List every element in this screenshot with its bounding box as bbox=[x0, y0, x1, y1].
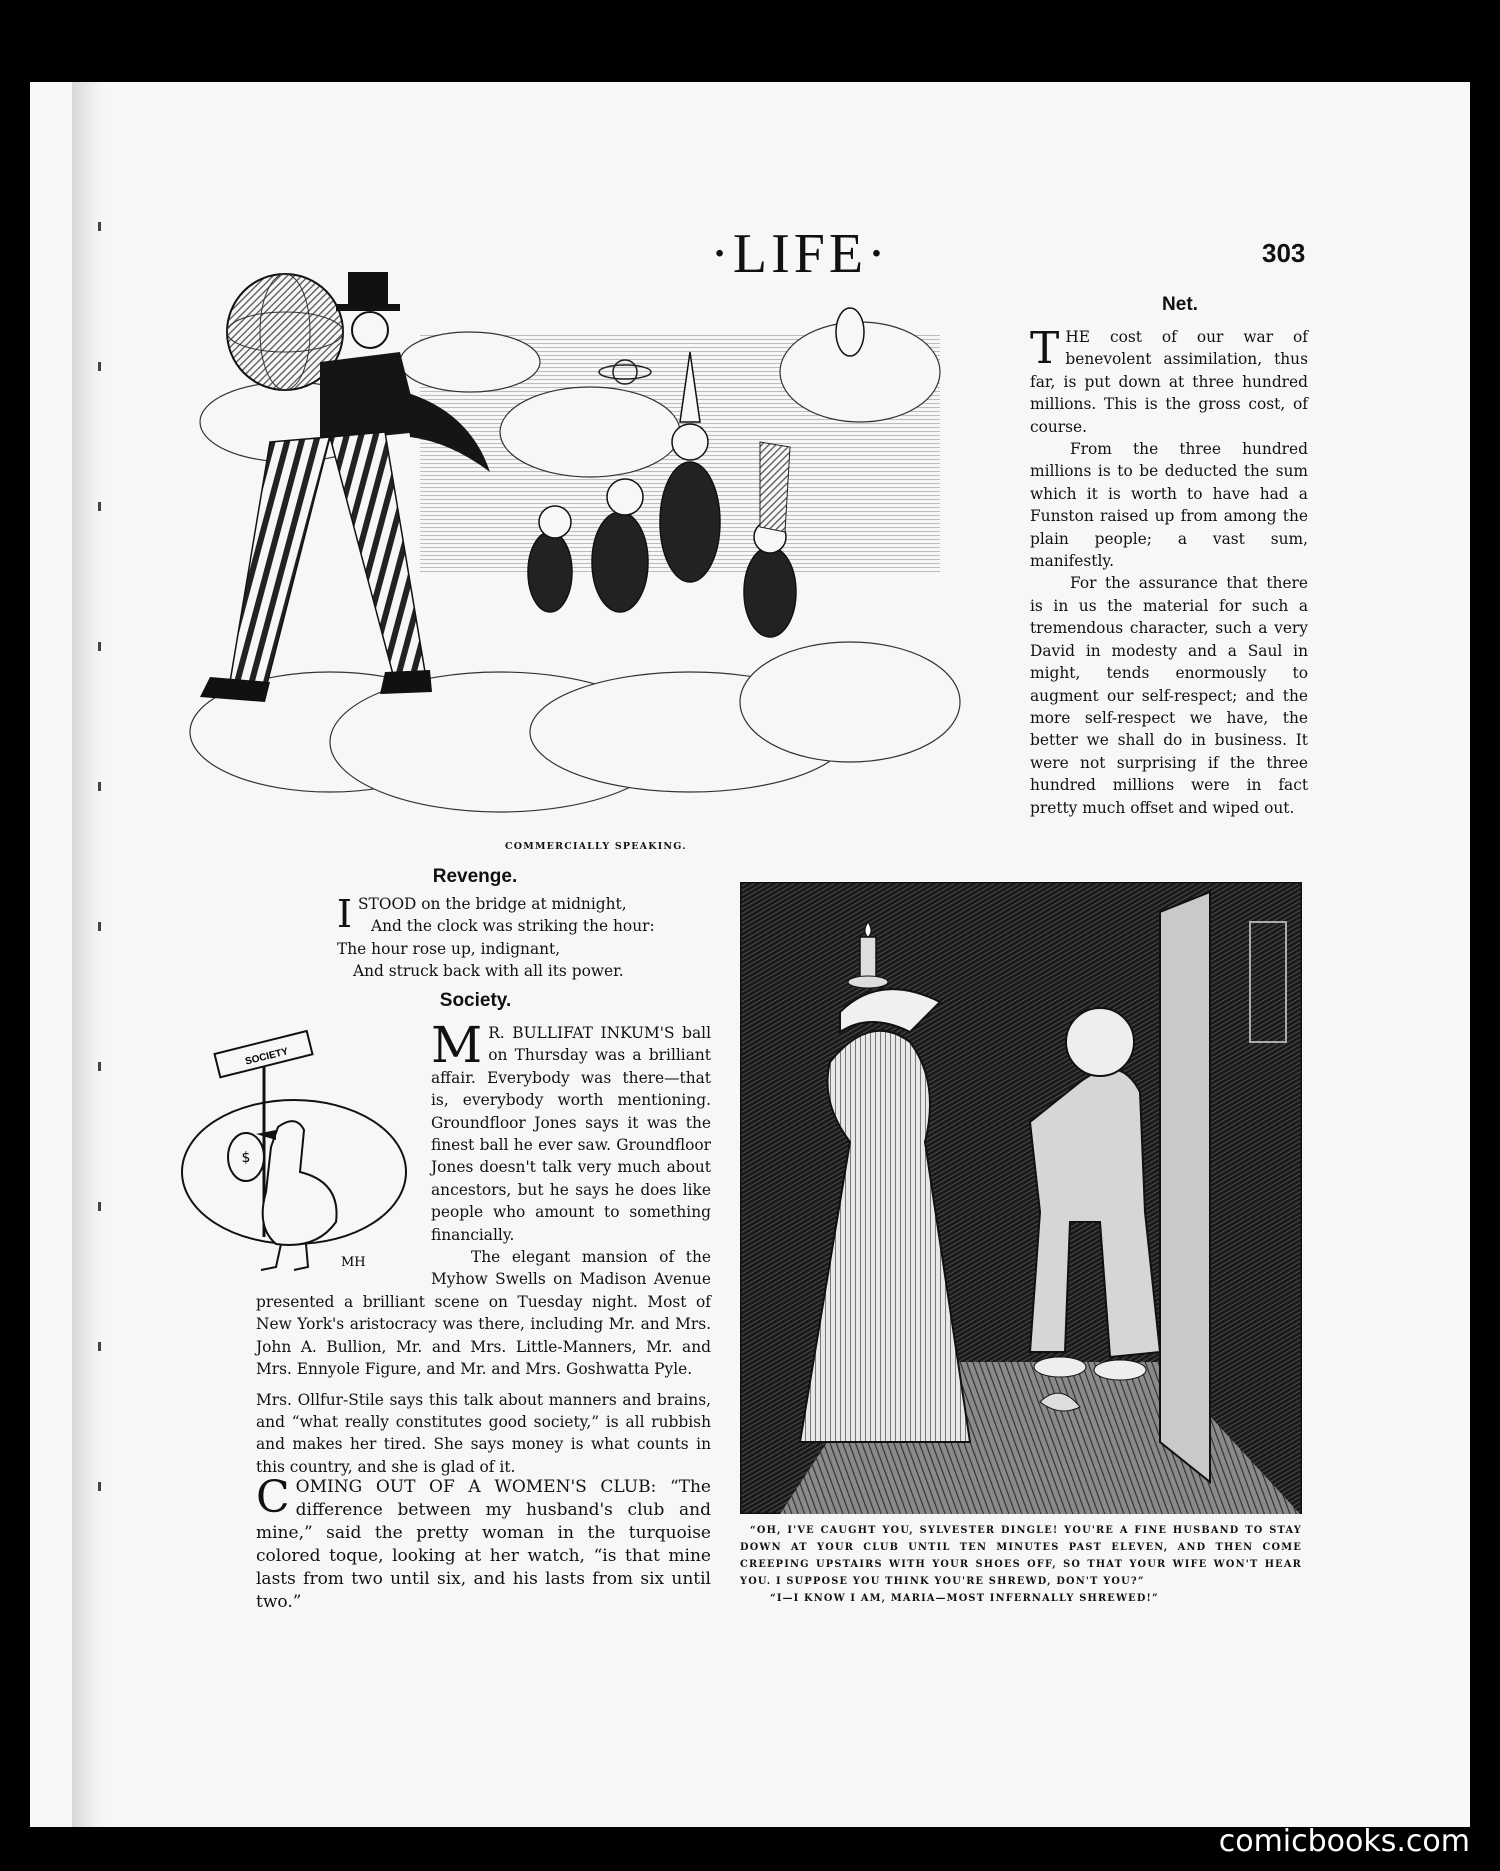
poem-line: And the clock was striking the hour: bbox=[371, 917, 655, 936]
artist-initials: MH bbox=[341, 1255, 366, 1270]
cartoon-uncle-sam-globe bbox=[170, 272, 1050, 832]
society-paragraph: R. BULLIFAT INKUM'S ball on Thursday was a brilliant affair. Everybody was there—that is, everybody worth mentioning. Groundfloor Jones says it was the finest ball he ever saw. Groundfloor Jones doesn't talk very much about ancestors, but he says he does like people who amount to something financially. bbox=[431, 1024, 711, 1244]
poem-line: STOOD on the bridge at midnight, bbox=[358, 895, 627, 913]
binding-stitch bbox=[98, 1342, 101, 1351]
binding-stitch bbox=[98, 922, 101, 931]
candle bbox=[860, 937, 876, 977]
top-hat bbox=[348, 272, 388, 308]
womens-club-text: OMING OUT OF A WOMEN'S CLUB: “The difference between my husband's club and mine,” said the pretty woman in the turquoise colored toque, looking at her watch, “is that mine lasts from two until six, and his lasts from six until two.” bbox=[256, 1477, 711, 1612]
page-number: 303 bbox=[1262, 238, 1306, 268]
net-article bbox=[1030, 323, 1308, 819]
revenge-poem bbox=[337, 893, 667, 983]
poem-line: And struck back with all its power. bbox=[353, 962, 624, 981]
page-gutter bbox=[72, 82, 106, 1827]
womens-club-item bbox=[256, 1472, 711, 1614]
watermark: comicbooks.com bbox=[1218, 1824, 1470, 1859]
masthead-title: ·LIFE· bbox=[710, 223, 890, 285]
binding-stitch bbox=[98, 1202, 101, 1211]
cartoon-wife-candle bbox=[740, 882, 1302, 1514]
womens-club-drop-cap: C bbox=[256, 1472, 290, 1523]
binding-stitch bbox=[98, 502, 101, 511]
binding-stitch bbox=[98, 1482, 101, 1491]
svg-text:$: $ bbox=[241, 1150, 251, 1166]
binding-stitch bbox=[98, 222, 101, 231]
bottom-cartoon-caption bbox=[740, 1522, 1302, 1607]
door bbox=[1160, 892, 1210, 1482]
society-heading: Society. bbox=[439, 990, 512, 1011]
caption-line: “I—I KNOW I AM, MARIA—MOST INFERNALLY SHREWED!” bbox=[770, 1593, 1159, 1604]
striped-leg bbox=[230, 437, 330, 692]
society-drop-cap: M bbox=[431, 1016, 483, 1074]
society-article bbox=[256, 1016, 711, 1478]
binding-stitch bbox=[98, 362, 101, 371]
binding-stitch bbox=[98, 1062, 101, 1071]
binding-stitch bbox=[98, 642, 101, 651]
striped-leg bbox=[330, 432, 425, 682]
net-paragraph: From the three hundred millions is to be deducted the sum which it is worth to have had a Funston raised up from among the plain people; a vast sum, manifestly. bbox=[1030, 440, 1308, 571]
net-drop-cap: T bbox=[1030, 323, 1060, 374]
net-heading: Net. bbox=[1162, 294, 1198, 315]
society-paragraph: The elegant mansion of the Myhow Swells on Madison Avenue presented a brilliant scene on Tuesday night. Most of New York's aristocracy was there, including Mr. and Mrs. John A. Bullion, Mr. and Mrs. Little-Manners, Mr. and Mrs. Ennyole Figure, and Mr. and Mrs. Goshwatta Pyle. bbox=[256, 1248, 711, 1379]
net-paragraph: For the assurance that there is in us the material for such a tremendous character, such a very David in modesty and a Saul in might, tends enormously to augment our self-respect; and the more self-respect we have, the better we shall do in business. It were not surprising if the three hundred millions were in fact pretty much offset and wiped out. bbox=[1030, 574, 1308, 817]
net-paragraph: HE cost of our war of benevolent assimilation, thus far, is put down at three hundred millions. This is the gross cost, of course. bbox=[1030, 328, 1308, 436]
binding-stitch bbox=[98, 782, 101, 791]
poem-line: The hour rose up, indignant, bbox=[337, 939, 561, 958]
society-paragraph: Mrs. Ollfur-Stile says this talk about manners and brains, and “what really constitutes good society,” is all rubbish and makes her tired. She says money is what counts in this country, and she is glad of it. bbox=[256, 1390, 711, 1476]
caption-line: “OH, I'VE CAUGHT YOU, SYLVESTER DINGLE! YOU'RE A FINE HUSBAND TO STAY DOWN AT YOUR CLUB UNTIL TEN MINUTES PAST ELEVEN, AND THEN COME CREEPING UPSTAIRS WITH YOUR SHOES OFF, SO THAT YOUR WIFE WON'T HEAR YOU. I SUPPOSE YOU THINK YOU'RE SHREWD, DON'T YOU?” bbox=[740, 1525, 1302, 1587]
revenge-heading: Revenge. bbox=[432, 866, 518, 887]
top-cartoon-caption: COMMERCIALLY SPEAKING. bbox=[505, 841, 687, 852]
sign-label: SOCIETY bbox=[244, 1046, 290, 1068]
revenge-drop-cap: I bbox=[337, 892, 353, 936]
